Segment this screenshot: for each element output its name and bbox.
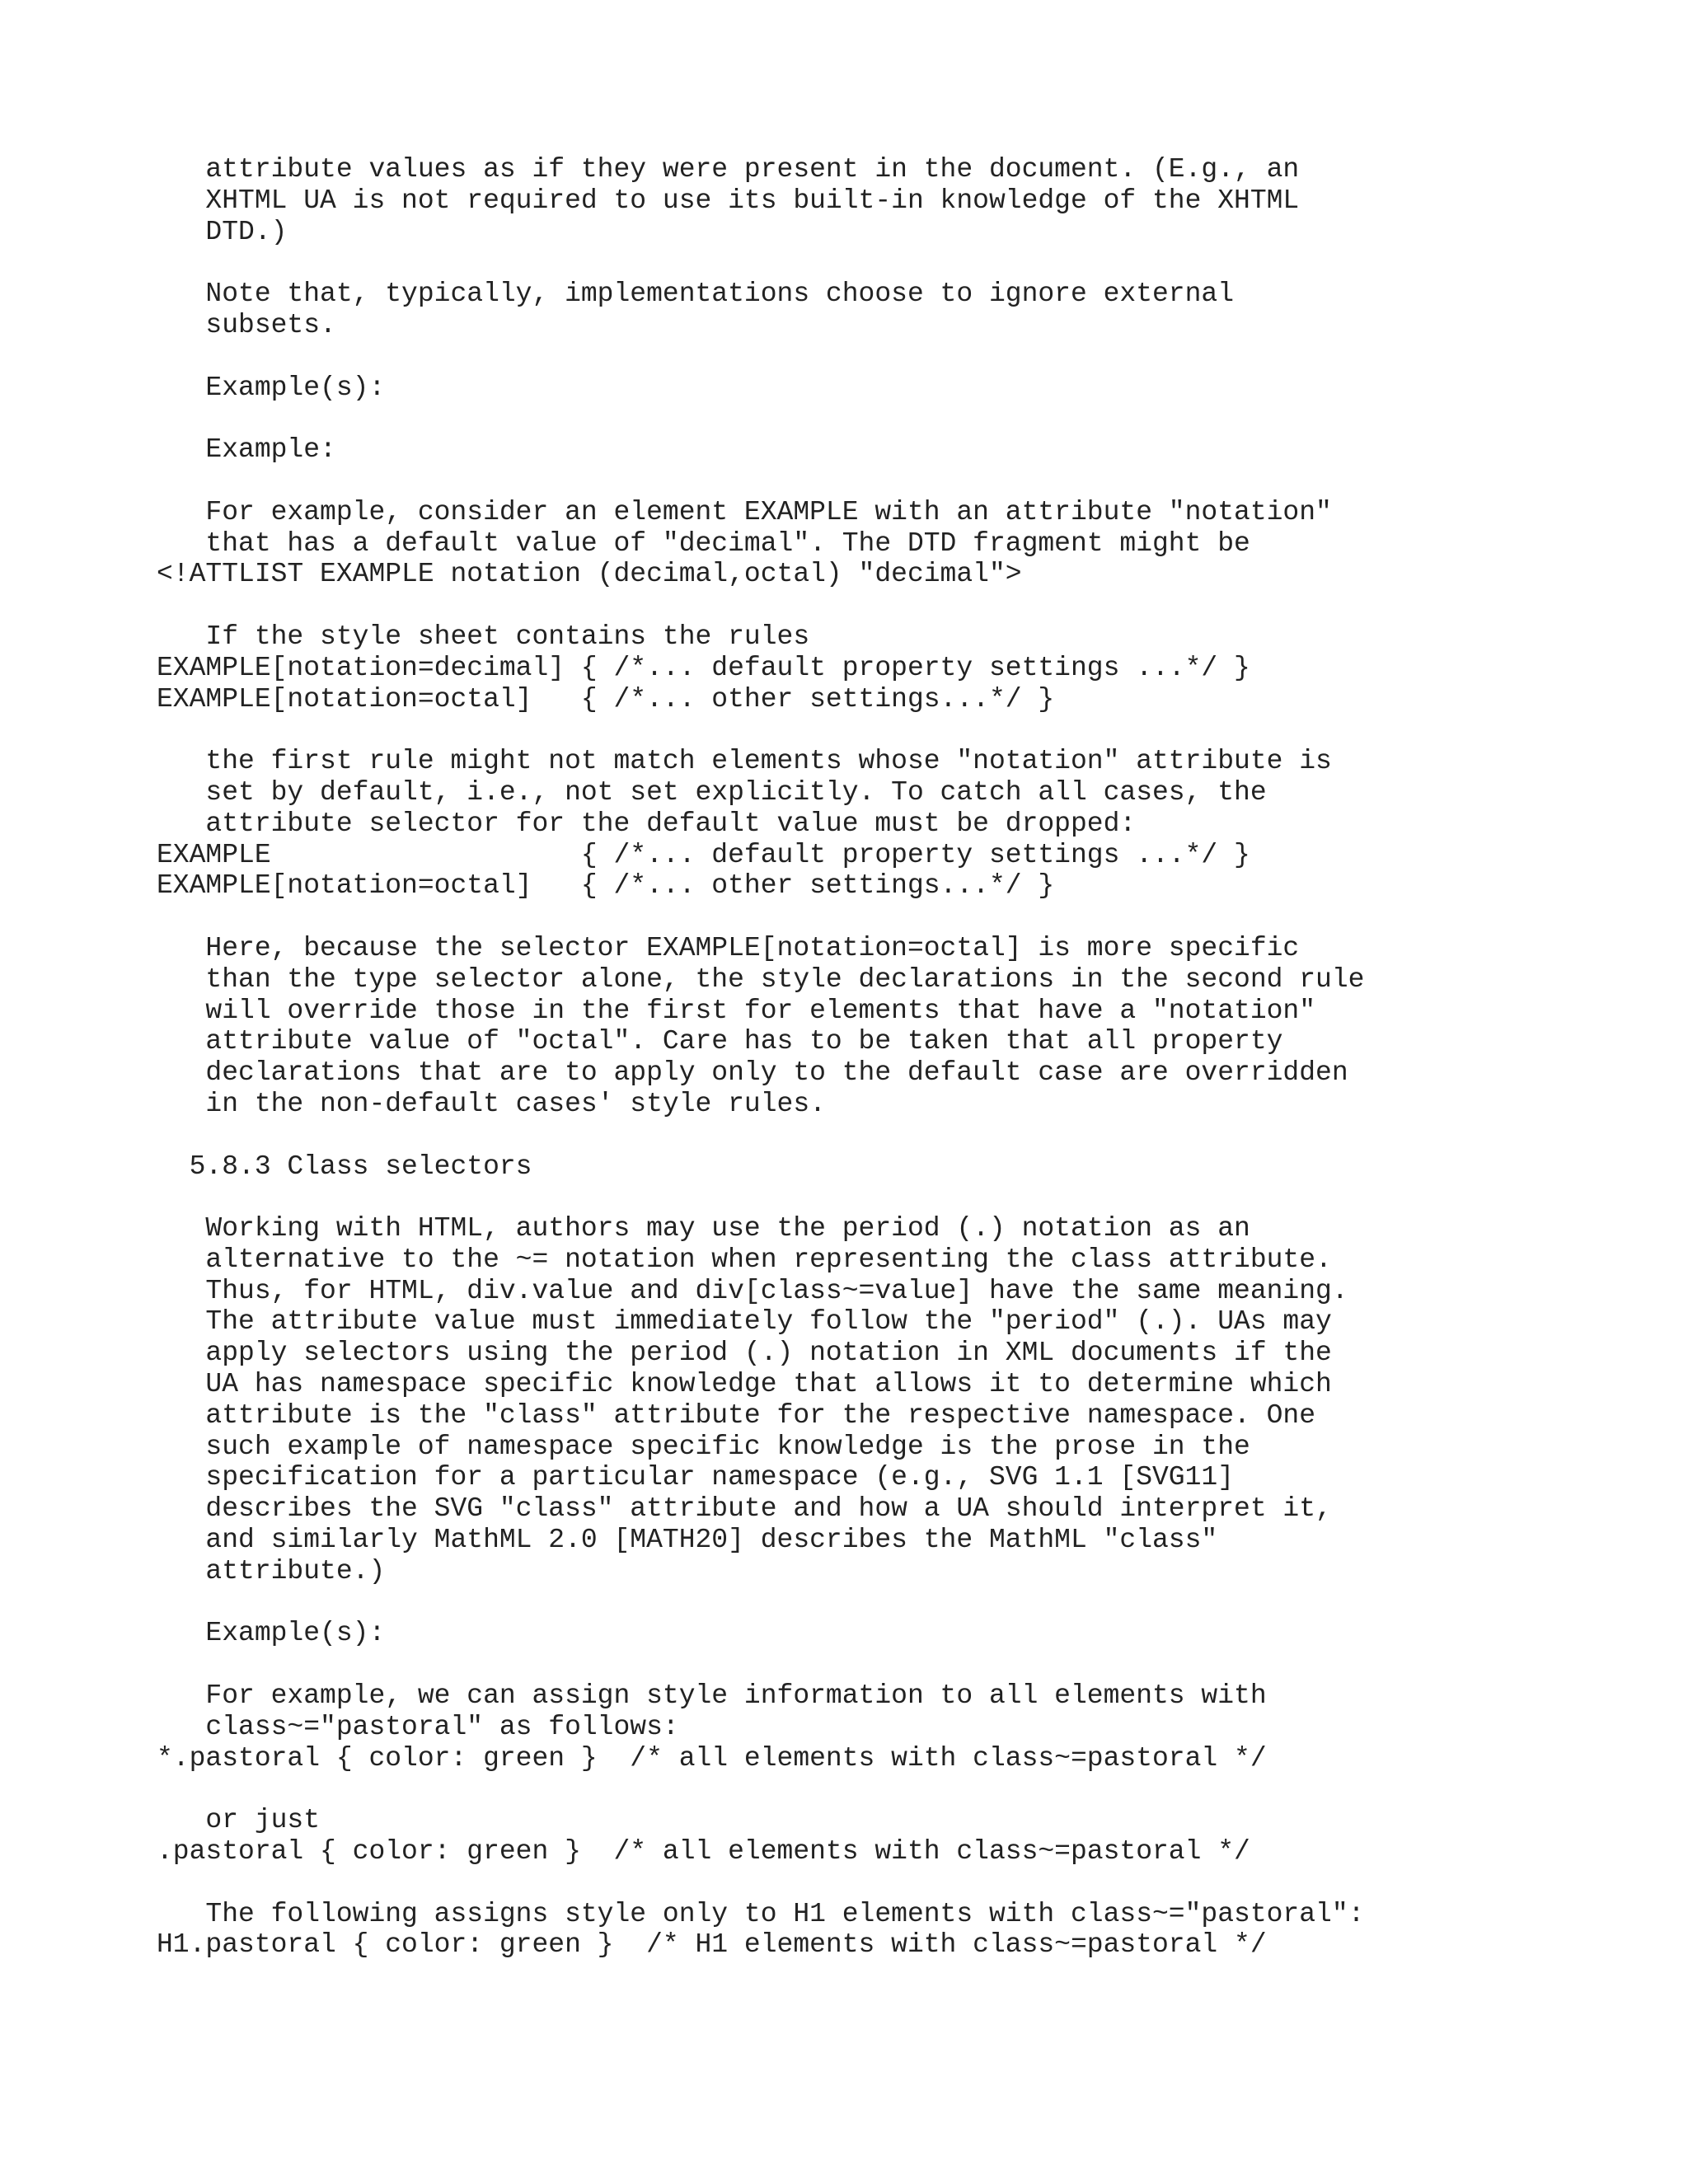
text-line: or just — [157, 1805, 321, 1836]
text-line: <!ATTLIST EXAMPLE notation (decimal,octal) "decimal"> — [157, 559, 1022, 590]
text-line — [157, 1649, 1657, 1680]
text-line: Here, because the selector EXAMPLE[notation=octal] is more specific — [157, 932, 1300, 963]
text-line: that has a default value of "decimal". The DTD fragment might be — [157, 527, 1250, 559]
text-line: attribute values as if they were present in the document. (E.g., an — [157, 154, 1300, 185]
text-line — [157, 1587, 1657, 1619]
text-line: H1.pastoral { color: green } /* H1 elements with class~=pastoral */ — [157, 1929, 1267, 1961]
text-line: such example of namespace specific knowledge is the prose in the — [157, 1431, 1250, 1462]
text-line: subsets. — [157, 309, 336, 340]
text-line: EXAMPLE[notation=octal] { /*... other settings...*/ } — [157, 683, 1055, 715]
text-line: The attribute value must immediately follow the "period" (.). UAs may — [157, 1306, 1332, 1338]
text-line: attribute selector for the default value must be dropped: — [157, 808, 1137, 839]
text-line: EXAMPLE[notation=decimal] { /*... default property settings ...*/ } — [157, 652, 1250, 683]
text-line: the first rule might not match elements whose "notation" attribute is — [157, 746, 1332, 777]
text-line: declarations that are to apply only to the default case are overridden — [157, 1057, 1348, 1089]
text-line: Example(s): — [157, 372, 386, 403]
text-line: The following assigns style only to H1 elements with class~="pastoral": — [157, 1898, 1365, 1929]
text-line: class~="pastoral" as follows: — [157, 1711, 679, 1742]
text-line: alternative to the ~= notation when representing the class attribute. — [157, 1244, 1332, 1275]
text-line: attribute value of "octal". Care has to be taken that all property — [157, 1026, 1283, 1057]
text-line — [157, 590, 1657, 621]
text-line: For example, we can assign style information to all elements with — [157, 1680, 1267, 1712]
text-line: *.pastoral { color: green } /* all elements with class~=pastoral */ — [157, 1742, 1267, 1774]
text-line: and similarly MathML 2.0 [MATH20] describes the MathML "class" — [157, 1525, 1218, 1556]
text-line: DTD.) — [157, 216, 288, 247]
text-line: Example: — [157, 434, 336, 466]
text-line: If the style sheet contains the rules — [157, 621, 810, 652]
text-line: than the type selector alone, the style declarations in the second rule — [157, 963, 1365, 995]
document-page — [157, 154, 1657, 1961]
text-line: set by default, i.e., not set explicitly. To catch all cases, the — [157, 776, 1267, 808]
text-line — [157, 403, 1657, 434]
text-line — [157, 466, 1657, 497]
text-line: apply selectors using the period (.) notation in XML documents if the — [157, 1338, 1332, 1369]
text-line — [157, 1120, 1657, 1151]
text-line: XHTML UA is not required to use its built-in knowledge of the XHTML — [157, 185, 1300, 216]
text-line: EXAMPLE[notation=octal] { /*... other settings...*/ } — [157, 870, 1055, 902]
text-line: For example, consider an element EXAMPLE with an attribute "notation" — [157, 496, 1332, 527]
text-line: attribute.) — [157, 1555, 386, 1586]
text-line — [157, 1182, 1657, 1213]
text-line: UA has namespace specific knowledge that allows it to determine which — [157, 1369, 1332, 1400]
text-line — [157, 902, 1657, 933]
text-line: .pastoral { color: green } /* all elements with class~=pastoral */ — [157, 1836, 1250, 1868]
text-line — [157, 341, 1657, 373]
text-line: in the non-default cases' style rules. — [157, 1088, 826, 1119]
text-line: EXAMPLE { /*... default property settings ...*/ } — [157, 839, 1250, 870]
text-line: will override those in the first for elements that have a "notation" — [157, 995, 1316, 1026]
text-line — [157, 1774, 1657, 1805]
text-line: specification for a particular namespace (e.g., SVG 1.1 [SVG11] — [157, 1462, 1235, 1493]
text-line: attribute is the "class" attribute for the respective namespace. One — [157, 1399, 1316, 1431]
text-line: Thus, for HTML, div.value and div[class~=value] have the same meaning. — [157, 1275, 1348, 1306]
text-line — [157, 1868, 1657, 1899]
text-line — [157, 715, 1657, 746]
text-line — [157, 247, 1657, 279]
text-line: Working with HTML, authors may use the period (.) notation as an — [157, 1213, 1250, 1244]
text-line: 5.8.3 Class selectors — [157, 1151, 532, 1182]
text-line: describes the SVG "class" attribute and how a UA should interpret it, — [157, 1493, 1332, 1525]
text-line: Note that, typically, implementations choose to ignore external — [157, 279, 1235, 310]
text-line: Example(s): — [157, 1618, 386, 1649]
